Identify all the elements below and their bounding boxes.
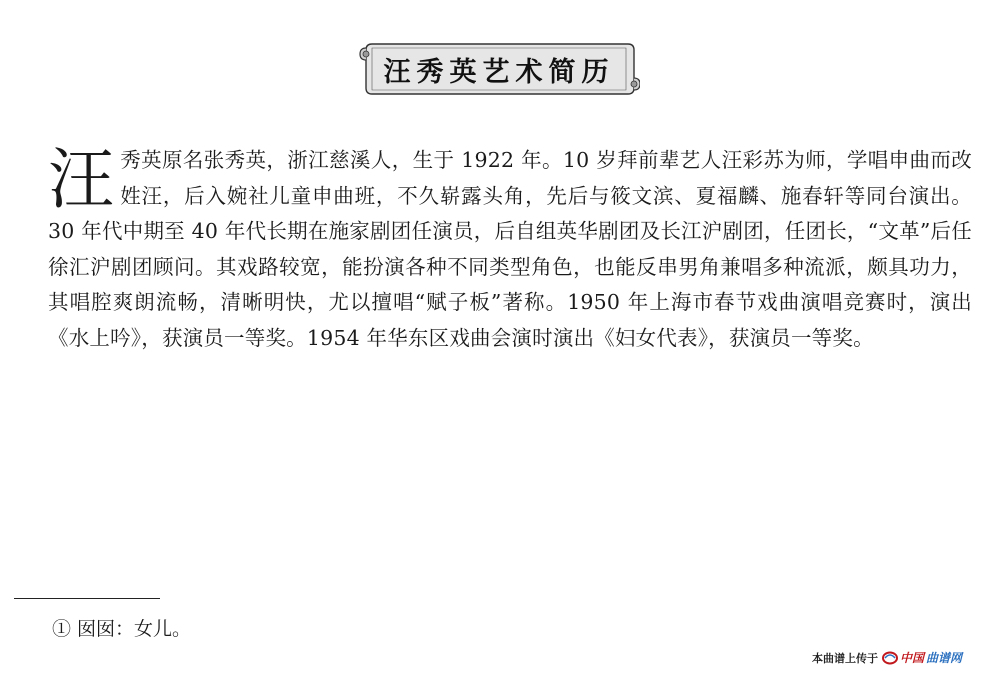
logo-icon — [882, 651, 898, 665]
upload-attribution — [812, 649, 962, 666]
page-title: 汪秀英艺术简历 — [383, 56, 615, 88]
site-logo[interactable] — [882, 649, 962, 666]
upload-label: 本曲谱上传于 — [812, 651, 878, 665]
title-banner — [358, 38, 640, 96]
logo-text-qupu: 曲谱网 — [926, 651, 963, 665]
biography-text — [48, 143, 972, 357]
biography-paragraph: 秀英原名张秀英，浙江慈溪人，生于 1922 年。10 岁拜前辈艺人汪彩苏为师，学唱申曲而改姓汪，后入婉社儿童申曲班，不久崭露头角，先后与筱文滨、夏福麟、施春轩等同台演出。30 年代中期至 40 年代长期在施家剧团任演员，后自组英华剧团及长江沪剧团，任团长，“文革”后任徐汇沪剧团顾问。其戏路较宽，能扮演各种不同类型角色，也能反串男角兼唱多种流派，颇具功力，其唱腔爽朗流畅，清晰明快，尤以擅唱“赋子板”著称。1950 年上海市春节戏曲演唱竞赛时，演出《水上吟》，获演员一等奖。1954 年华东区戏曲会演时演出《妇女代表》，获演员一等奖。 — [48, 148, 972, 350]
footnote-divider — [14, 598, 160, 599]
logo-text-china: 中国 — [900, 651, 925, 665]
footnote: ① 囡囡：女儿。 — [52, 618, 192, 640]
drop-cap: 汪 — [48, 141, 115, 218]
